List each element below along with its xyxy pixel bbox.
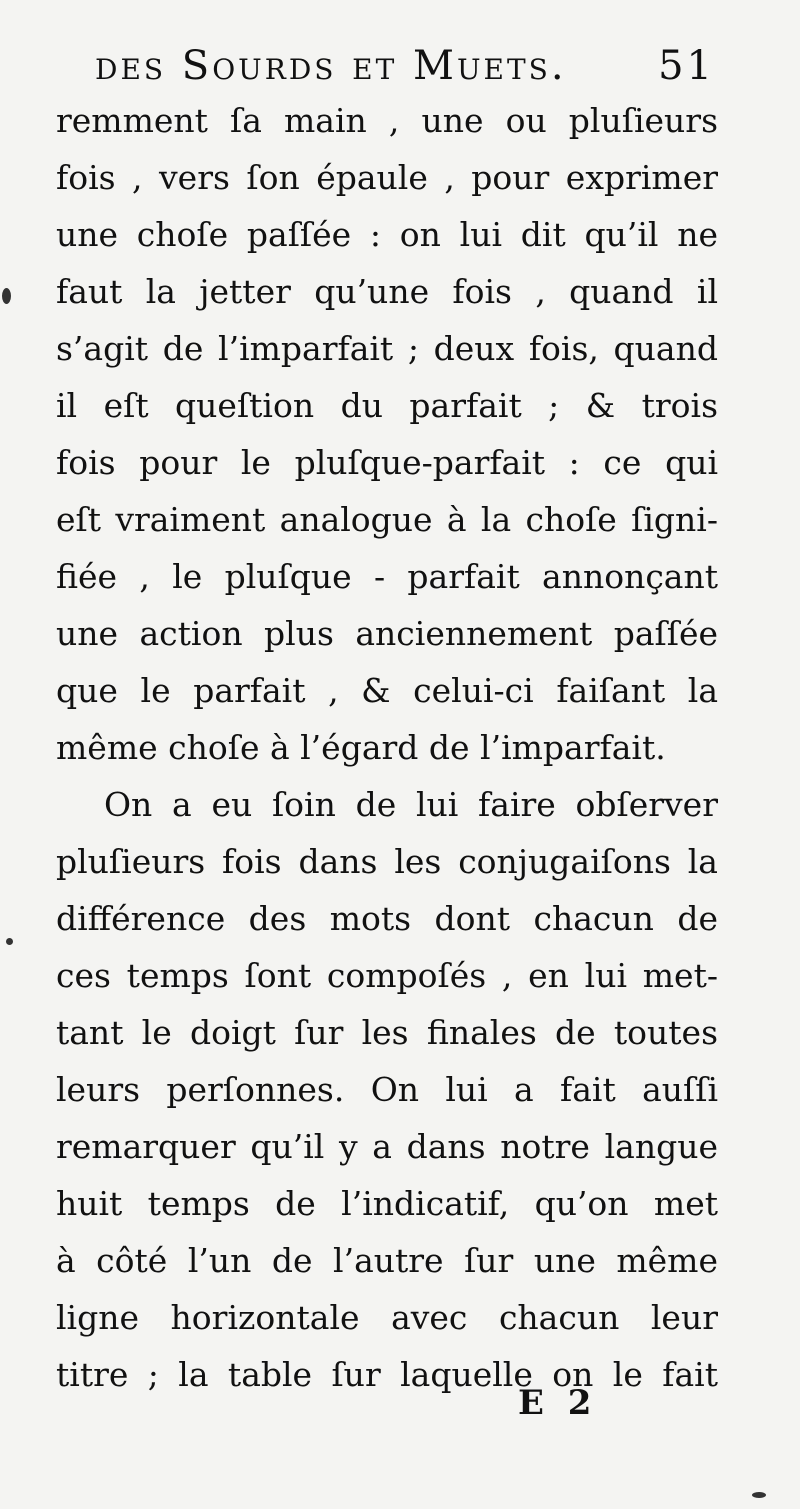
- text-line: fiée , le pluſque - parfait annonçant: [56, 557, 718, 596]
- text-line: pluſieurs fois dans les conjugaiſons la: [56, 842, 718, 881]
- text-line: ligne horizontale avec chacun leur: [56, 1298, 718, 1337]
- text-line: une choſe paſſée : on lui dit qu’il ne: [56, 215, 718, 254]
- scan-speck: [752, 1492, 766, 1498]
- running-title: des Sourds et Muets.: [95, 43, 567, 89]
- text-line: même choſe à l’égard de l’imparfait.: [56, 728, 666, 767]
- text-line: faut la jetter qu’une fois , quand il: [56, 272, 718, 311]
- page-number: 51: [658, 43, 715, 89]
- text-line: tant le doigt ſur les finales de toutes: [56, 1013, 718, 1052]
- body-text: [56, 92, 718, 1403]
- text-line: fois pour le pluſque-parfait : ce qui: [56, 443, 718, 482]
- text-line: fois , vers ſon épaule , pour exprimer: [56, 158, 718, 197]
- text-line: à côté l’un de l’autre ſur une même: [56, 1241, 718, 1280]
- text-line: huit temps de l’indicatif, qu’on met: [56, 1184, 718, 1223]
- text-line: remarquer qu’il y a dans notre langue: [56, 1127, 718, 1166]
- text-line: leurs perſonnes. On lui a fait auſſi: [56, 1070, 718, 1109]
- scan-speck: [2, 288, 11, 304]
- text-line: On a eu ſoin de lui faire obſerver: [104, 785, 718, 824]
- text-line: il eſt queſtion du parfait ; & trois: [56, 386, 718, 425]
- text-line: que le parfait , & celui-ci faiſant la: [56, 671, 718, 710]
- scan-speck: [6, 938, 13, 945]
- running-head: [95, 38, 715, 94]
- text-line: une action plus anciennement paſſée: [56, 614, 718, 653]
- text-line: titre ; la table ſur laquelle on le fait: [56, 1355, 718, 1394]
- text-line: s’agit de l’imparfait ; deux fois, quand: [56, 329, 718, 368]
- text-line: différence des mots dont chacun de: [56, 899, 718, 938]
- signature-mark: E 2: [518, 1383, 598, 1423]
- text-line: ces temps ſont compoſés , en lui met-: [56, 956, 718, 995]
- text-line: eſt vraiment analogue à la choſe ſigni-: [56, 500, 718, 539]
- text-line: remment ſa main , une ou pluſieurs: [56, 101, 718, 140]
